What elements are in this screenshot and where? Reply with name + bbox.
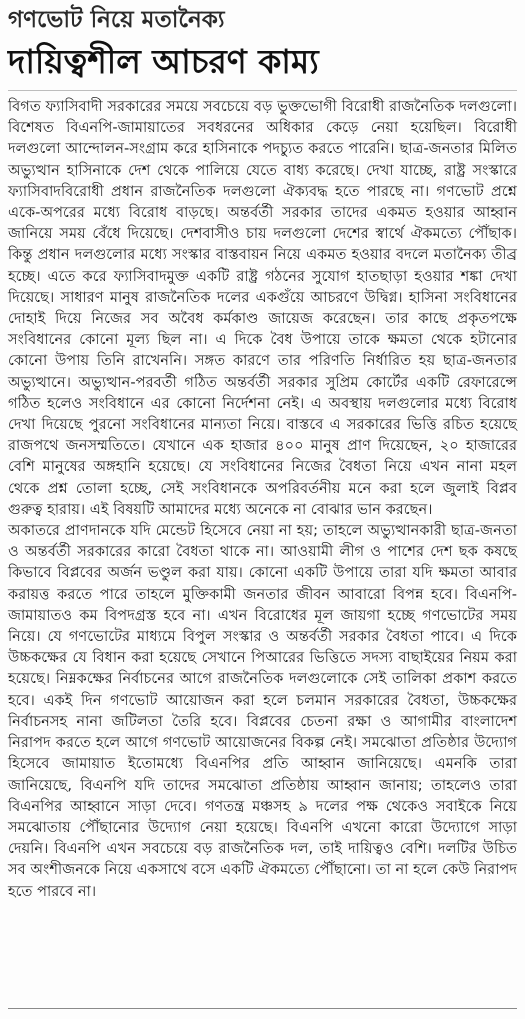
- editorial-body: [8, 96, 517, 902]
- editorial-headline: দায়িত্বশীল আচরণ কাম্য: [8, 42, 319, 81]
- editorial-kicker: গণভোট নিয়ে মতানৈক্য: [8, 7, 225, 33]
- body-paragraph-2: অকাতরে প্রাণদানকে যদি মেন্ডেট হিসেবে নেয়া না হয়; তাহলে অভ্যুত্থানকারী ছাত্র-জনতা ও অন্তর্বর্তী সরকারের কারো বৈধতা থাকে না। আওয়ামী লীগ ও পাশের দেশ ছক কষছে কিভাবে বিপ্লবের অর্জন ভণ্ডুল করা যায়। কোনো একটি উপায়ে তারা যদি ক্ষমতা আবার করায়ত্ত করতে পারে তাহলে মুক্তিকামী জনতার জীবন আবারো বিপন্ন হবে। বিএনপি-জামায়াতও কম বিপদগ্রস্ত হবে না। এখন বিরোধের মূল জায়গা হচ্ছে গণভোটের সময় নিয়ে। যে গণভোটের মাধ্যমে বিপুল সংস্কার ও অন্তর্বর্তী সরকার বৈধতা পাবে। এ দিকে উচ্চকক্ষের যে বিধান করা হয়েছে সেখানে পিআরের ভিত্তিতে সদস্য বাছাইয়ের নিয়ম করা হয়েছে। নিম্নকক্ষের নির্বাচনের আগে রাজনৈতিক দলগুলোকে সেই তালিকা প্রকাশ করতে হবে। একই দিন গণভোট আয়োজন করা হলে চলমান সরকারের বৈধতা, উচ্চকক্ষের নির্বাচনসহ নানা জটিলতা তৈরি হবে। বিপ্লবের চেতনা রক্ষা ও আগামীর বাংলাদেশ নিরাপদ করতে হলে আগে গণভোট আয়োজনের বিকল্প নেই। সমঝোতা প্রতিষ্ঠার উদ্যোগ হিসেবে জামায়াত ইতোমধ্যে বিএনপির প্রতি আহ্বান জানিয়েছে। এমনকি তারা জানিয়েছে, বিএনপি যদি তাদের সমঝোতা প্রতিষ্ঠায় আহ্বান জানায়; তাহলেও তারা বিএনপির আহ্বানে সাড়া দেবে। গণতন্ত্র মঞ্চসহ ৯ দলের পক্ষ থেকেও সবাইকে নিয়ে সমঝোতায় পৌঁছানোর উদ্যোগ নেয়া হয়েছে। বিএনপি এখনো কারো উদ্যোগে সাড়া দেয়নি। বিএনপি এখন সবচেয়ে বড় রাজনৈতিক দল, তাই দায়িত্বও বেশি। দলটির উচিত সব অংশীজনকে নিয়ে একসাথে বসে একটি ঐকমত্যে পৌঁছানো। তা না হলে কেউ নিরাপদ হতে পারবে না।: [8, 522, 517, 900]
- headline-divider: [8, 90, 517, 91]
- body-paragraph-1: বিগত ফ্যাসিবাদী সরকারের সময়ে সবচেয়ে বড় ভুক্তভোগী বিরোধী রাজনৈতিক দলগুলো। বিশেষত বিএনপি-জামায়াতের সবধরনের অধিকার কেড়ে নেয়া হয়েছিল। বিরোধী দলগুলো আন্দোলন-সংগ্রাম করে হাসিনাকে পদচ্যুত করতে পারেনি। ছাত্র-জনতার মিলিত অভ্যুত্থান হাসিনাকে দেশ থেকে পালিয়ে যেতে বাধ্য করেছে। দেখা যাচ্ছে, রাষ্ট্র সংস্কারে ফ্যাসিবাদবিরোধী প্রধান রাজনৈতিক দলগুলো ঐক্যবদ্ধ হতে পারছে না। গণভোট প্রশ্নে একে-অপরের মধ্যে বিরোধ বাড়ছে। অন্তর্বর্তী সরকার তাদের একমত হওয়ার আহ্বান জানিয়ে সময় বেঁধে দিয়েছে। দেশবাসীও চায় দলগুলো দেশের স্বার্থে ঐকমত্যে পৌঁছাক। কিন্তু প্রধান দলগুলোর মধ্যে সংস্কার বাস্তবায়ন নিয়ে একমত হওয়ার বদলে মতানৈক্য তীব্র হচ্ছে। এতে করে ফ্যাসিবাদমুক্ত একটি রাষ্ট্র গঠনের সুযোগ হাতছাড়া হওয়ার শঙ্কা দেখা দিয়েছে। সাধারণ মানুষ রাজনৈতিক দলের একগুঁয়ে আচরণে উদ্বিগ্ন। হাসিনা সংবিধানের দোহাই দিয়ে নিজের সব অবৈধ কর্মকাণ্ড জায়েজ করেছেন। তার কাছে প্রকৃতপক্ষে সংবিধানের কোনো মূল্য ছিল না। এ দিকে বৈধ উপায়ে তাকে ক্ষমতা থেকে হটানোর কোনো উপায় তিনি রাখেননি। সঙ্গত কারণে তার পরিণতি নির্ধারিত হয় ছাত্র-জনতার অভ্যুত্থানে। অভ্যুত্থান-পরবর্তী গঠিত অন্তর্বর্তী সরকার সুপ্রিম কোর্টের একটি রেফারেন্সে গঠিত হলেও সংবিধানে এর কোনো নির্দেশনা নেই। এ অবস্থায় দলগুলোর মধ্যে বিরোধ দেখা দিয়েছে পুরনো সংবিধানের মান্যতা নিয়ে। বাস্তবে এ সরকারের ভিত্তি রচিত হয়েছে রাজপথে জনসম্মতিতে। যেখানে এক হাজার ৪০০ মানুষ প্রাণ দিয়েছেন, ২০ হাজারের বেশি মানুষের অঙ্গহানি হয়েছে। যে সংবিধানের নিজের বৈধতা নিয়ে এখন নানা মহল থেকে প্রশ্ন তোলা হচ্ছে, সেই সংবিধানকে অপরিবর্তনীয় মনে করা হলে জুলাই বিপ্লব গুরুত্ব হারায়। এই বিষয়টি আমাদের মধ্যে অনেকে না বোঝার ভান করছেন।: [8, 98, 517, 518]
- bottom-divider: [8, 1008, 517, 1009]
